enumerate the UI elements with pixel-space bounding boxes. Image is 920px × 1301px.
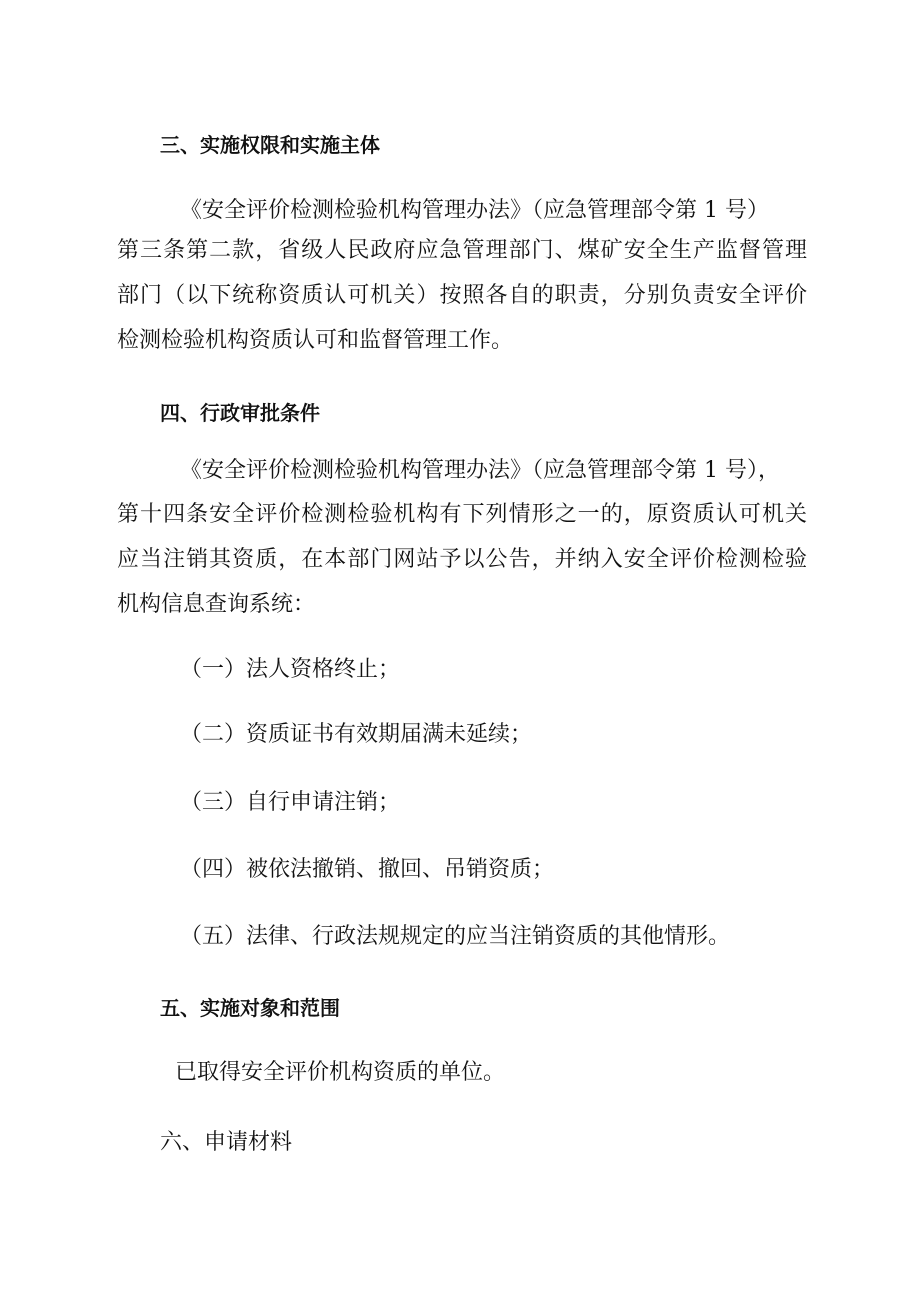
section-heading-5: 五、实施对象和范围: [160, 996, 340, 1020]
section-heading-4: 四、行政审批条件: [160, 401, 320, 425]
list-item: （五）法律、行政法规规定的应当注销资质的其他情形。: [180, 924, 731, 949]
paragraph-line: 《安全评价检测检验机构管理办法》（应急管理部令第 1 号），: [180, 458, 780, 483]
paragraph-line: 已取得安全评价机构资质的单位。: [175, 1060, 506, 1085]
list-item: （一）法人资格终止；: [180, 657, 401, 682]
list-item: （三）自行申请注销；: [180, 790, 401, 815]
paragraph-line: 第三条第二款，省级人民政府应急管理部门、煤矿安全生产监督管理: [117, 238, 807, 263]
list-item: （四）被依法撤销、撤回、吊销资质；: [180, 857, 555, 882]
paragraph-line: 第十四条安全评价检测检验机构有下列情形之一的，原资质认可机关: [117, 502, 807, 527]
list-item: （二）资质证书有效期届满未延续；: [180, 722, 533, 747]
paragraph-line: 检测检验机构资质认可和监督管理工作。: [117, 328, 514, 353]
paragraph-line: 应当注销其资质，在本部门网站予以公告，并纳入安全评价检测检验: [117, 547, 807, 572]
paragraph-line: 机构信息查询系统：: [117, 592, 316, 617]
section-heading-6: 六、申请材料: [160, 1130, 293, 1155]
paragraph-line: 《安全评价检测检验机构管理办法》（应急管理部令第 1 号）: [180, 198, 769, 223]
section-heading-3: 三、实施权限和实施主体: [160, 133, 380, 157]
paragraph-line: 部门（以下统称资质认可机关）按照各自的职责，分别负责安全评价: [117, 283, 807, 308]
